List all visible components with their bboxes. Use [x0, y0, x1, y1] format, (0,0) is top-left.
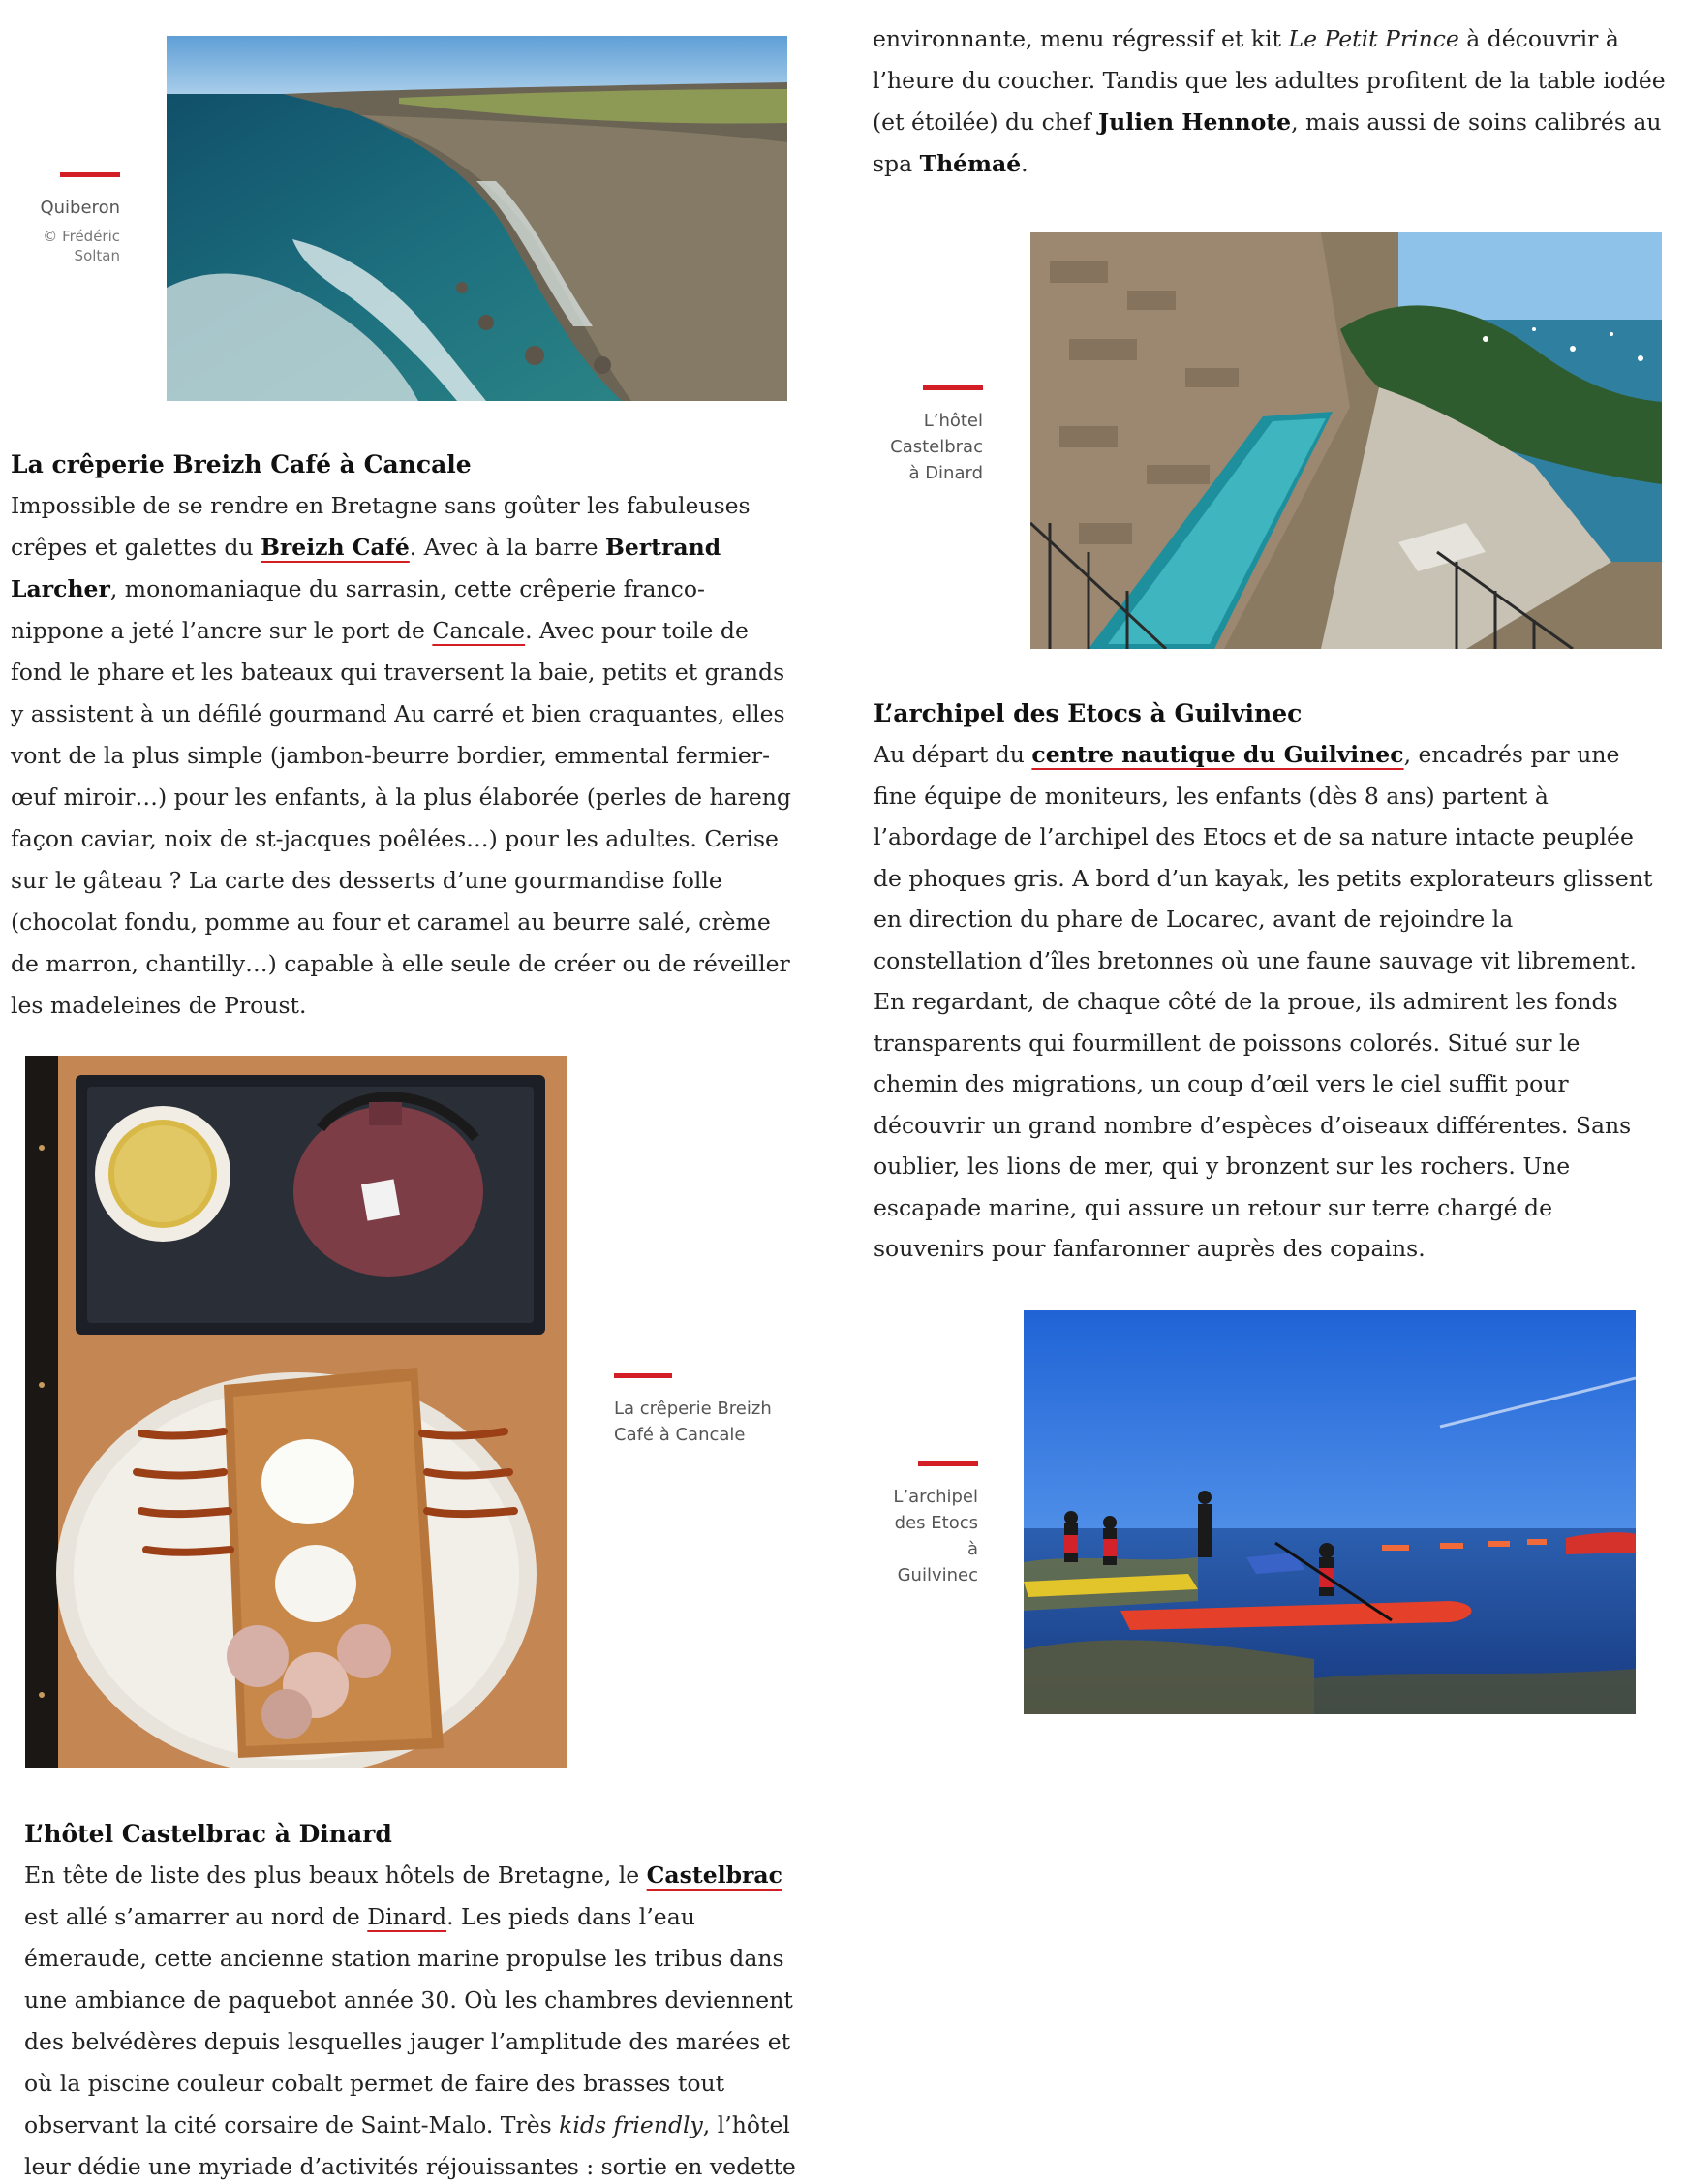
petit-prince-title: Le Petit Prince: [1288, 25, 1459, 52]
castelbrac-heading: L’hôtel Castelbrac à Dinard: [24, 1820, 392, 1848]
breizh-chef-name: Bertrand Larcher: [11, 534, 721, 602]
breizh-paragraph: [11, 485, 795, 1027]
castelbrac-text-4: , l’hôtel leur dédie une myriade d’activités réjouissantes : sortie en vedette: [24, 2111, 796, 2180]
castelbrac-paragraph: [24, 1855, 809, 2184]
cancale-link[interactable]: Cancale: [432, 617, 526, 644]
etocs-caption-line2: des Etocs à: [894, 1513, 978, 1559]
spa-name: Thémaé: [919, 150, 1022, 177]
etocs-caption-line1: L’archipel: [893, 1487, 978, 1507]
breizh-cafe-link[interactable]: Breizh Café: [261, 534, 410, 561]
etocs-article: [874, 692, 1668, 1270]
castelbrac-cont-text-1: environnante, menu régressif et kit: [873, 25, 1289, 52]
castelbrac-link[interactable]: Castelbrac: [646, 1861, 782, 1889]
etocs-heading: L’archipel des Etocs à Guilvinec: [874, 699, 1303, 727]
castelbrac-caption-line1: L’hôtel: [923, 411, 983, 431]
castelbrac-cont-text-4: .: [1021, 150, 1028, 177]
castelbrac-article: [24, 1813, 809, 2184]
quiberon-photo: [167, 36, 787, 401]
dinard-link[interactable]: Dinard: [367, 1903, 447, 1930]
caption-accent-bar: [918, 1461, 978, 1466]
caption-accent-bar: [923, 385, 983, 390]
chef-name: Julien Hennote: [1098, 108, 1292, 136]
castelbrac-caption: [872, 385, 983, 486]
kids-friendly-text: kids friendly: [559, 2111, 703, 2138]
castelbrac-pool-photo: [1030, 232, 1662, 649]
etocs-caption: [881, 1461, 978, 1588]
caption-accent-bar: [614, 1373, 672, 1378]
castelbrac-text-2: est allé s’amarrer au nord de: [24, 1903, 368, 1930]
castelbrac-caption-line3: à Dinard: [908, 463, 983, 483]
castelbrac-continuation: [873, 18, 1667, 185]
castelbrac-text-1: En tête de liste des plus beaux hôtels de Bretagne, le: [24, 1861, 647, 1889]
breizh-text-3: , monomaniaque du sarrasin, cette crêperie franco-nippone a jeté l’ancre sur le port de: [11, 575, 705, 644]
breizh-heading: La crêperie Breizh Café à Cancale: [11, 450, 472, 478]
breizh-text-1: Impossible de se rendre en Bretagne sans goûter les fabuleuses crêpes et galettes du: [11, 492, 751, 561]
centre-nautique-link[interactable]: centre nautique du Guilvinec: [1031, 741, 1404, 768]
castelbrac-cont-text-3: , mais aussi de soins calibrés au spa: [873, 108, 1662, 177]
right-column: [843, 0, 1687, 2184]
etocs-text-1: Au départ du: [874, 741, 1032, 768]
left-column: [0, 0, 843, 2184]
caption-accent-bar: [60, 172, 120, 177]
quiberon-credit-line1: © Frédéric: [43, 228, 120, 245]
crepe-caption: [614, 1373, 798, 1448]
breizh-text-2: . Avec à la barre: [409, 534, 605, 561]
etocs-paragraph: [874, 734, 1668, 1270]
crepe-photo: [25, 1056, 567, 1768]
quiberon-caption: [19, 172, 120, 265]
quiberon-caption-title: Quiberon: [40, 198, 120, 218]
crepe-caption-line1: La crêperie Breizh: [614, 1399, 772, 1419]
castelbrac-text-3: . Les pieds dans l’eau émeraude, cette ancienne station marine propulse les tribus dans une ambiance de paquebot année 30. Où les chambres deviennent des belvédères depuis lesquelles jauger l’amplitude des marées et où la piscine couleur cobalt permet de faire des brasses tout observant la cité corsaire de Saint-Malo. Très: [24, 1903, 793, 2138]
breizh-text-4: . Avec pour toile de fond le phare et les bateaux qui traversent la baie, petits et grands y assistent à un défilé gourmand Au carré et bien craquantes, elles vont de la plus simple (jambon-beurre bordier, emmental fermier-œuf miroir…) pour les enfants, à la plus élaborée (perles de hareng façon caviar, noix de st-jacques poêlées…) pour les adultes. Cerise sur le gâteau ? La carte des desserts d’une gourmandise folle (chocolat fondu, pomme au four et caramel au beurre salé, crème de marron, chantilly…) capable à elle seule de créer ou de réveiller les madeleines de Proust.: [11, 617, 791, 1019]
castelbrac-caption-line2: Castelbrac: [890, 437, 983, 457]
kayak-photo: [1024, 1310, 1636, 1714]
crepe-caption-line2: Café à Cancale: [614, 1425, 746, 1445]
castelbrac-cont-text-2: à découvrir à l’heure du coucher. Tandis que les adultes profitent de la table iodée (et étoilée) du chef: [873, 25, 1666, 136]
castelbrac-continuation-paragraph: [873, 18, 1667, 185]
breizh-article: [11, 444, 795, 1027]
quiberon-credit-line2: Soltan: [74, 247, 120, 264]
etocs-caption-line3: Guilvinec: [897, 1565, 978, 1585]
etocs-text-2: , encadrés par une fine équipe de moniteurs, les enfants (dès 8 ans) partent à l’abordage de l’archipel des Etocs et de sa nature intacte peuplée de phoques gris. A bord d’un kayak, les petits explorateurs glissent en direction du phare de Locarec, avant de rejoindre la constellation d’îles bretonnes où une faune sauvage vit librement. En regardant, de chaque côté de la proue, ils admirent les fonds transparents qui fourmillent de poissons colorés. Situé sur le chemin des migrations, un coup d’œil vers le ciel suffit pour découvrir un grand nombre d’espèces d’oiseaux différentes. Sans oublier, les lions de mer, qui y bronzent sur les rochers. Une escapade marine, qui assure un retour sur terre chargé de souvenirs pour fanfaronner auprès des copains.: [874, 741, 1653, 1262]
